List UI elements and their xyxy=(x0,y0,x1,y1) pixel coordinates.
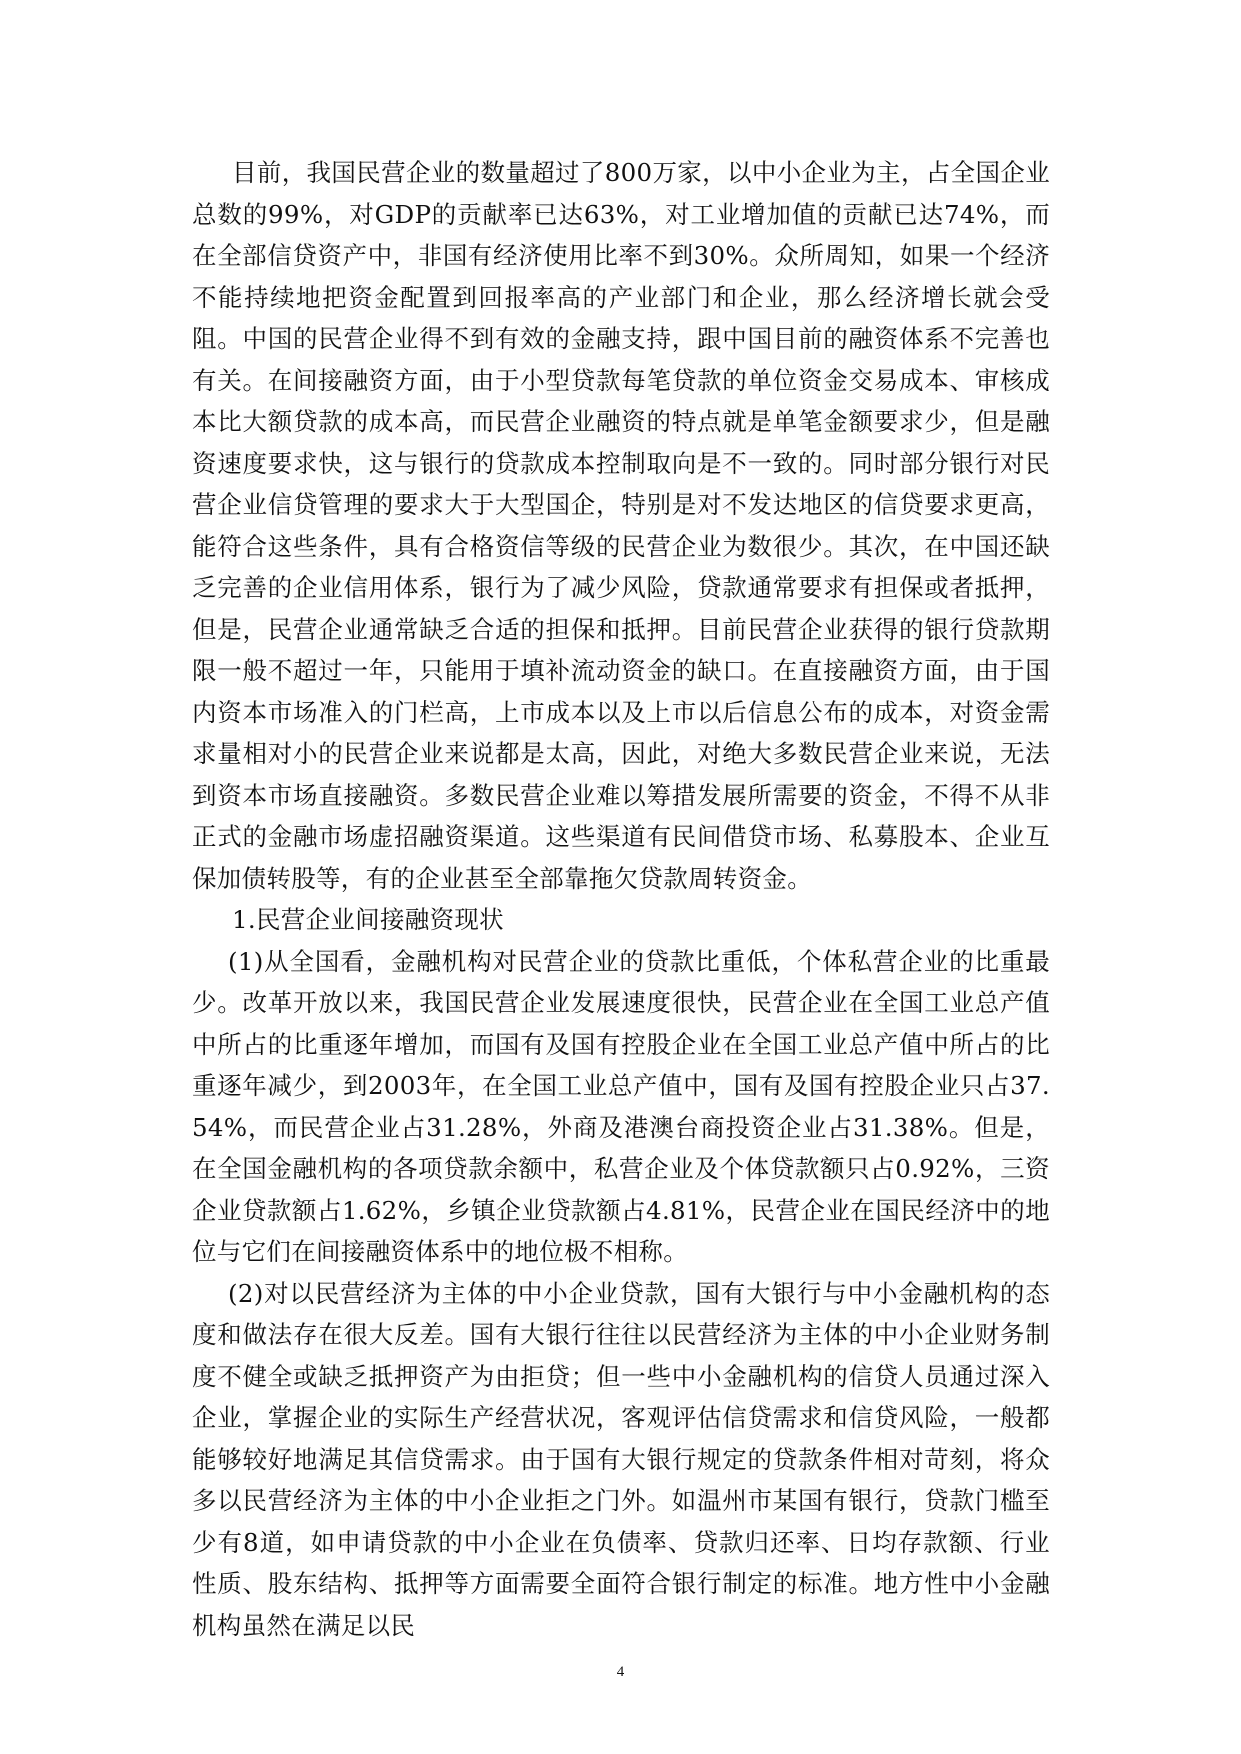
paragraph-item-1: (1)从全国看，金融机构对民营企业的贷款比重低，个体私营企业的比重最少。改革开放以来，我国民营企业发展速度很快，民营企业在全国工业总产值中所占的比重逐年增加，而国有及国有控股企业在全国工业总产值中所占的比重逐年减少，到2003年，在全国工业总产值中，国有及国有控股企业只占37.54%，而民营企业占31.28%，外商及港澳台商投资企业占31.38%。但是，在全国金融机构的各项贷款余额中，私营企业及个体贷款额只占0.92%，三资企业贷款额占1.62%，乡镇企业贷款额占4.81%，民营企业在国民经济中的地位与它们在间接融资体系中的地位极不相称。 xyxy=(192,946,1050,1266)
page-number: 4 xyxy=(616,1664,625,1680)
section-heading: 1.民营企业间接融资现状 xyxy=(232,905,504,934)
paragraph-item-2: (2)对以民营经济为主体的中小企业贷款，国有大银行与中小金融机构的态度和做法存在很大反差。国有大银行往往以民营经济为主体的中小企业财务制度不健全或缺乏抵押资产为由拒贷；但一些中小金融机构的信贷人员通过深入企业，掌握企业的实际生产经营状况，客观评估信贷需求和信贷风险，一般都能够较好地满足其信贷需求。由于国有大银行规定的贷款条件相对苛刻，将众多以民营经济为主体的中小企业拒之门外。如温州市某国有银行，贷款门槛至少有8道，如申请贷款的中小企业在负债率、贷款归还率、日均存款额、行业性质、股东结构、抵押等方面需要全面符合银行制定的标准。地方性中小金融机构虽然在满足以民 xyxy=(192,1278,1050,1640)
body-text xyxy=(192,152,1050,1646)
paragraph-intro: 目前，我国民营企业的数量超过了800万家，以中小企业为主，占全国企业总数的99%，对GDP的贡献率已达63%，对工业增加值的贡献已达74%，而在全部信贷资产中，非国有经济使用比率不到30%。众所周知，如果一个经济不能持续地把资金配置到回报率高的产业部门和企业，那么经济增长就会受阻。中国的民营企业得不到有效的金融支持，跟中国目前的融资体系不完善也有关。在间接融资方面，由于小型贷款每笔贷款的单位资金交易成本、审核成本比大额贷款的成本高，而民营企业融资的特点就是单笔金额要求少，但是融资速度要求快，这与银行的贷款成本控制取向是不一致的。同时部分银行对民营企业信贷管理的要求大于大型国企，特别是对不发达地区的信贷要求更高，能符合这些条件，具有合格资信等级的民营企业为数很少。其次，在中国还缺乏完善的企业信用体系，银行为了减少风险，贷款通常要求有担保或者抵押，但是，民营企业通常缺乏合适的担保和抵押。目前民营企业获得的银行贷款期限一般不超过一年，只能用于填补流动资金的缺口。在直接融资方面，由于国内资本市场准入的门栏高，上市成本以及上市以后信息公布的成本，对资金需求量相对小的民营企业来说都是太高，因此，对绝大多数民营企业来说，无法到资本市场直接融资。多数民营企业难以筹措发展所需要的资金，不得不从非正式的金融市场虚招融资渠道。这些渠道有民间借贷市场、私募股本、企业互保加债转股等，有的企业甚至全部靠拖欠贷款周转资金。 xyxy=(192,158,1050,893)
